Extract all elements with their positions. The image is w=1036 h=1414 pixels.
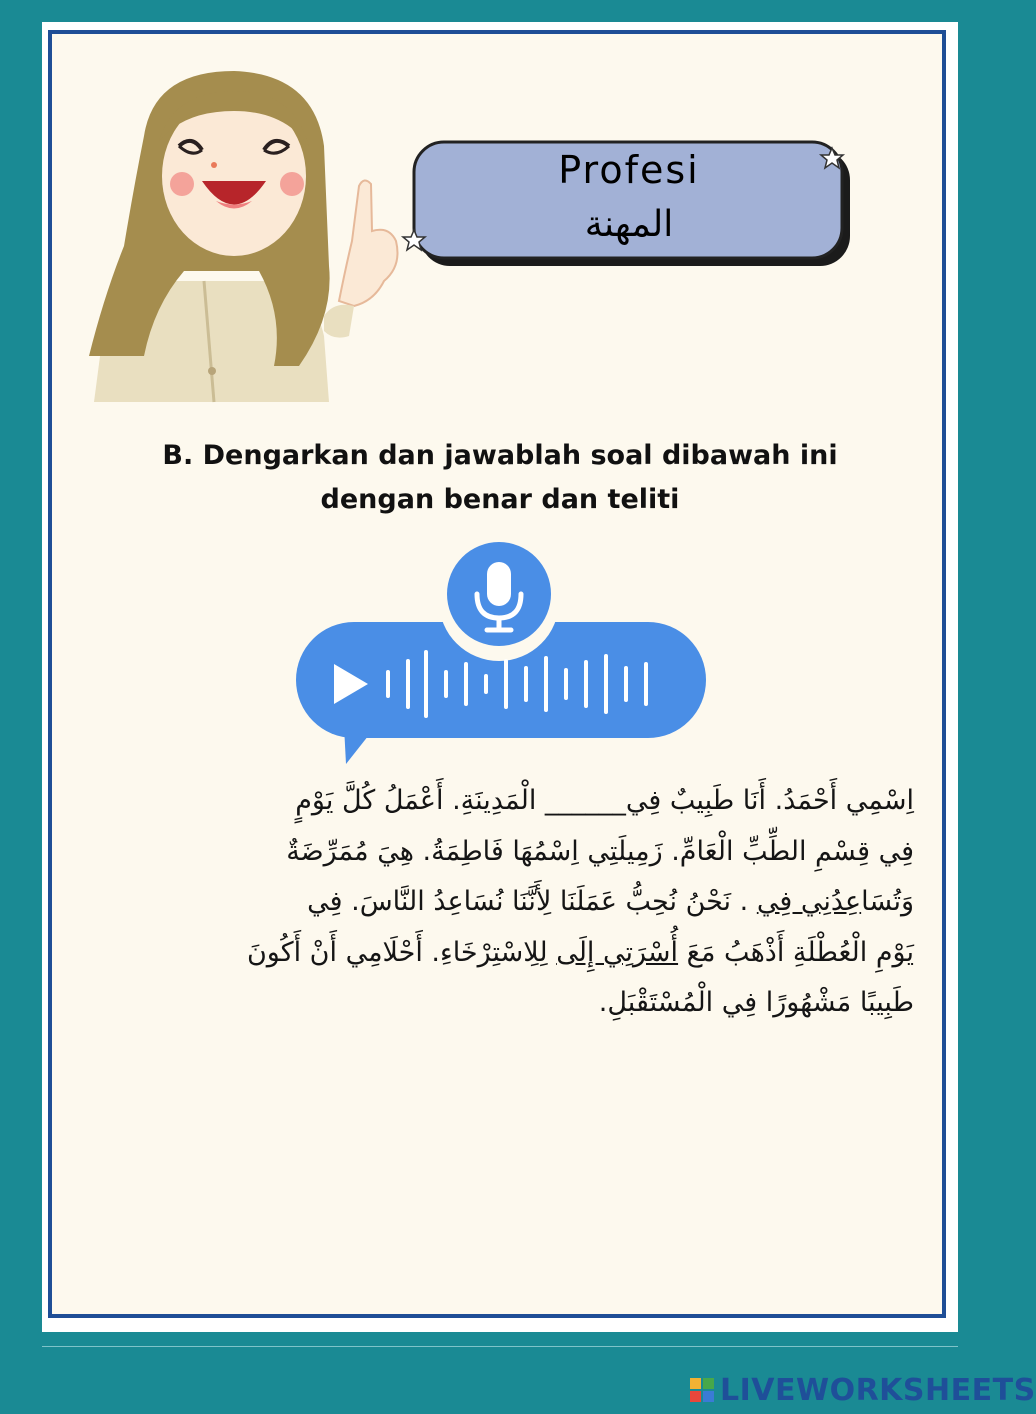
- passage-line-2: فِي قِسْمِ الطِّبِّ الْعَامِّ. زَمِيلَتِي اِسْمُهَا فَاطِمَةُ. هِيَ مُمَرِّضَةٌ: [286, 835, 914, 867]
- title-block: [414, 142, 844, 258]
- brand-name: LIVEWORKSHEETS: [720, 1372, 1036, 1408]
- passage-underlined: أُسْرَتِي إِلَى: [556, 936, 679, 968]
- passage-fragment: يَوْمِ الْعُطْلَةِ أَذْهَبُ مَعَ: [678, 936, 914, 968]
- passage-line-5: طَبِيبًا مَشْهُورًا فِي الْمُسْتَقْبَلِ.: [598, 987, 914, 1018]
- instruction-line-2: dengan benar dan teliti: [320, 484, 680, 515]
- girl-illustration: [84, 66, 414, 402]
- arabic-passage: [96, 776, 914, 1029]
- passage-fragment: وَتُسَا: [861, 886, 914, 917]
- answer-blank-1[interactable]: . نَحْنُ نُحِبُّ عَمَلَنَا لِأَنَّنَا نُسَاعِدُ النَّاسَ. فِي: [307, 886, 757, 917]
- liveworksheets-icon: [690, 1378, 714, 1402]
- audio-player[interactable]: [296, 546, 706, 768]
- title-english: Profesi: [558, 148, 700, 192]
- answer-blank-2[interactable]: لِلِاسْتِرْخَاءِ. أَحْلَامِي أَنْ أَكُونَ: [246, 936, 557, 968]
- instruction-line-1: B. Dengarkan dan jawablah soal dibawah ini: [162, 440, 838, 471]
- liveworksheets-logo[interactable]: [690, 1372, 1036, 1408]
- title-arabic: المهنة: [584, 204, 674, 245]
- passage-line-4: [96, 928, 914, 979]
- footer-divider: [42, 1346, 958, 1347]
- passage-line-1: اِسْمِي أَحْمَدُ. أَنَا طَبِيبٌ فِي______ الْمَدِينَةِ. أَعْمَلُ كُلَّ يَوْمٍ: [295, 785, 914, 816]
- instruction-text: [100, 434, 900, 522]
- passage-line-3: [96, 877, 914, 928]
- passage-underlined: عِدُنِي فِي: [756, 886, 862, 917]
